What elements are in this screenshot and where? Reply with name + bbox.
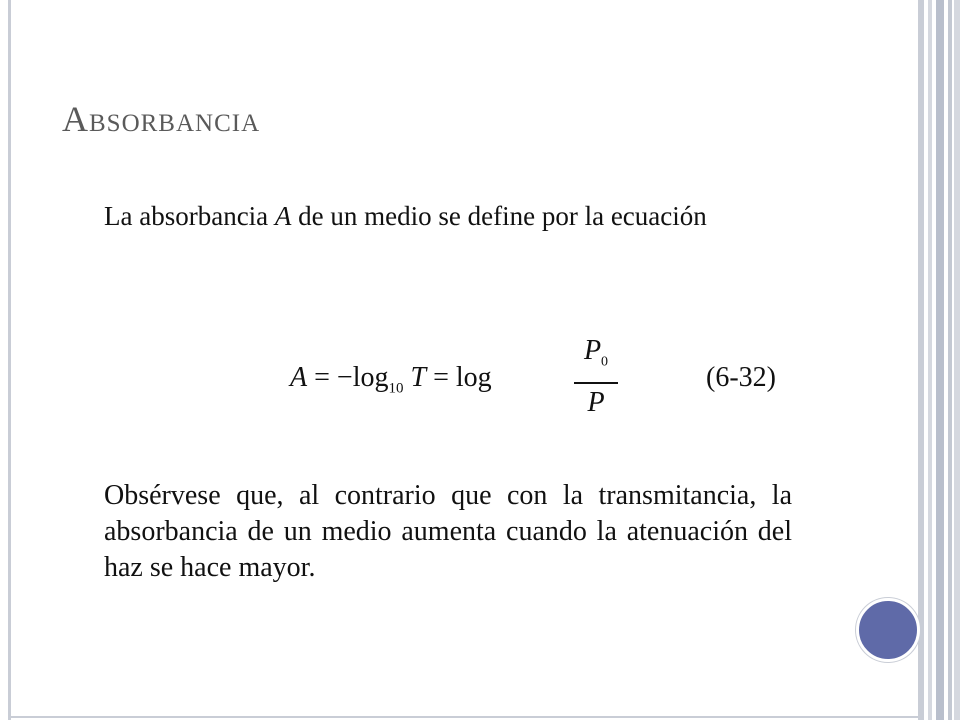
slide-title: Absorbancia xyxy=(62,99,261,139)
equation-number: (6-32) xyxy=(706,362,776,393)
slide-frame-right-bars xyxy=(918,0,960,720)
paragraph-text: de un medio se define por la ecuación xyxy=(291,201,707,231)
slide-frame-bottom xyxy=(8,716,918,718)
equation-log: = log xyxy=(426,362,492,393)
paragraph-observation: Obsérvese que, al contrario que con la transmitancia, la absorbancia de un medio aumenta cuando la atenuación del haz se hace mayor. xyxy=(104,480,792,583)
fraction-numerator: $P_0$ xyxy=(583,335,609,370)
equation-neg-log: = −log xyxy=(307,362,389,393)
equation-fraction xyxy=(574,334,618,420)
equation-log-base: 10 xyxy=(388,380,404,397)
fraction-denominator: P xyxy=(587,386,605,418)
variable-A: A xyxy=(274,201,292,231)
equation-lhs: A xyxy=(290,362,308,393)
paragraph-text: La absorbancia xyxy=(104,201,275,231)
equation xyxy=(290,334,790,418)
decorative-circle xyxy=(856,598,920,662)
slide-frame-left xyxy=(8,0,11,720)
fraction-bar xyxy=(574,382,618,384)
equation-T: T xyxy=(410,362,427,393)
paragraph-definition xyxy=(104,198,792,234)
